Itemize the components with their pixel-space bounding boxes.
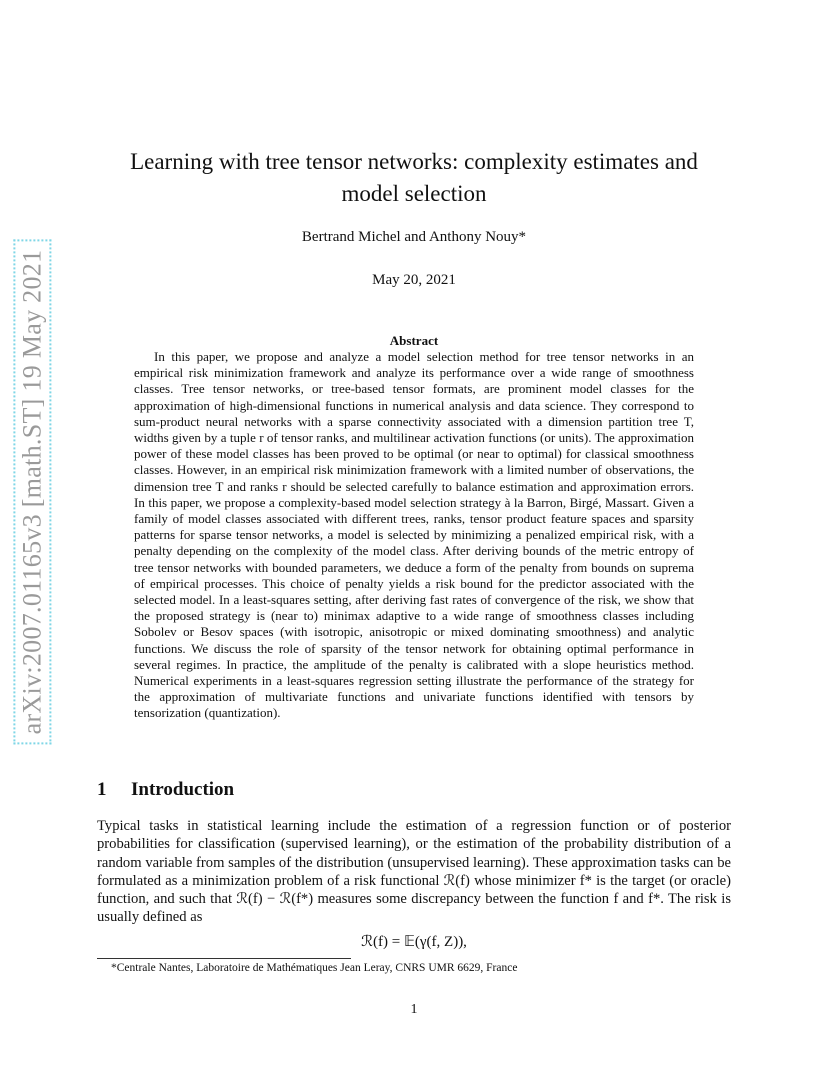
intro-paragraph: Typical tasks in statistical learning include the estimation of a regression function or of posterior probabilities for classification (supervised learning), or the estimation of the probability distribution of a random variable from samples of the distribution (unsupervised learning). These approximation tasks can be formulated as a minimization problem of a risk functional ℛ(f) whose minimizer f* is the target (or oracle) function, and such that ℛ(f) − ℛ(f*) measures some discrepancy between the function f and f*. The risk is usually defined as (97, 818, 731, 926)
footnote-divider (97, 958, 351, 959)
paper-authors: Bertrand Michel and Anthony Nouy* (301, 229, 527, 245)
arxiv-identifier[interactable]: arXiv:2007.01165v3 [math.ST] 19 May 2021 (13, 240, 51, 745)
risk-equation: ℛ(f) = 𝔼(γ(f, Z)), (361, 934, 467, 950)
abstract-heading: Abstract (389, 333, 439, 348)
page-number: 1 (410, 1002, 418, 1017)
section-heading (97, 779, 234, 801)
section-number: 1 (97, 779, 107, 800)
arxiv-side-stamp (8, 232, 56, 752)
paper-title: Learning with tree tensor networks: complexity estimates and model selection (130, 149, 698, 206)
section-title: Introduction (131, 779, 235, 800)
footnote-affiliation: *Centrale Nantes, Laboratoire de Mathématiques Jean Leray, CNRS UMR 6629, France (111, 962, 518, 974)
paper-date: May 20, 2021 (372, 272, 456, 288)
abstract-text: In this paper, we propose and analyze a model selection method for tree tensor networks in an empirical risk minimization framework and analyze its performance over a wide range of smoothness classes. Tree tensor networks, or tree-based tensor formats, are prominent model classes for the approximation of high-dimensional functions in numerical analysis and data science. They correspond to sum-product neural networks with a sparse connectivity associated with a dimension partition tree T, widths given by a tuple r of tensor ranks, and multilinear activation functions (or units). The approximation power of these model classes has been proved to be optimal (or near to optimal) for classical smoothness classes. However, in an empirical risk minimization framework with a limited number of observations, the dimension tree T and ranks r should be selected carefully to balance estimation and approximation errors. In this paper, we propose a complexity-based model selection strategy à la Barron, Birgé, Massart. Given a family of model classes associated with different trees, ranks, tensor product feature spaces and sparsity patterns for sparse tensor networks, a model is selected by minimizing a penalized empirical risk, with a penalty depending on the complexity of the model class. After deriving bounds of the metric entropy of tree tensor networks with bounded parameters, we deduce a form of the penalty from bounds on suprema of empirical processes. This choice of penalty yields a risk bound for the predictor associated with the selected model. In a least-squares setting, after deriving fast rates of convergence of the risk, we show that the proposed strategy is (near to) minimax adaptive to a wide range of smoothness classes including Sobolev or Besov spaces (with isotropic, anisotropic or mixed dominating smoothness) and analytic functions. We discuss the role of sparsity of the tensor network for obtaining optimal performance in several regimes. In practice, the amplitude of the penalty is calibrated with a slope heuristics method. Numerical experiments in a least-squares regression setting illustrate the performance of the strategy for the approximation of multivariate functions and univariate functions identified with tensors by tensorization (quantization). (134, 349, 694, 721)
